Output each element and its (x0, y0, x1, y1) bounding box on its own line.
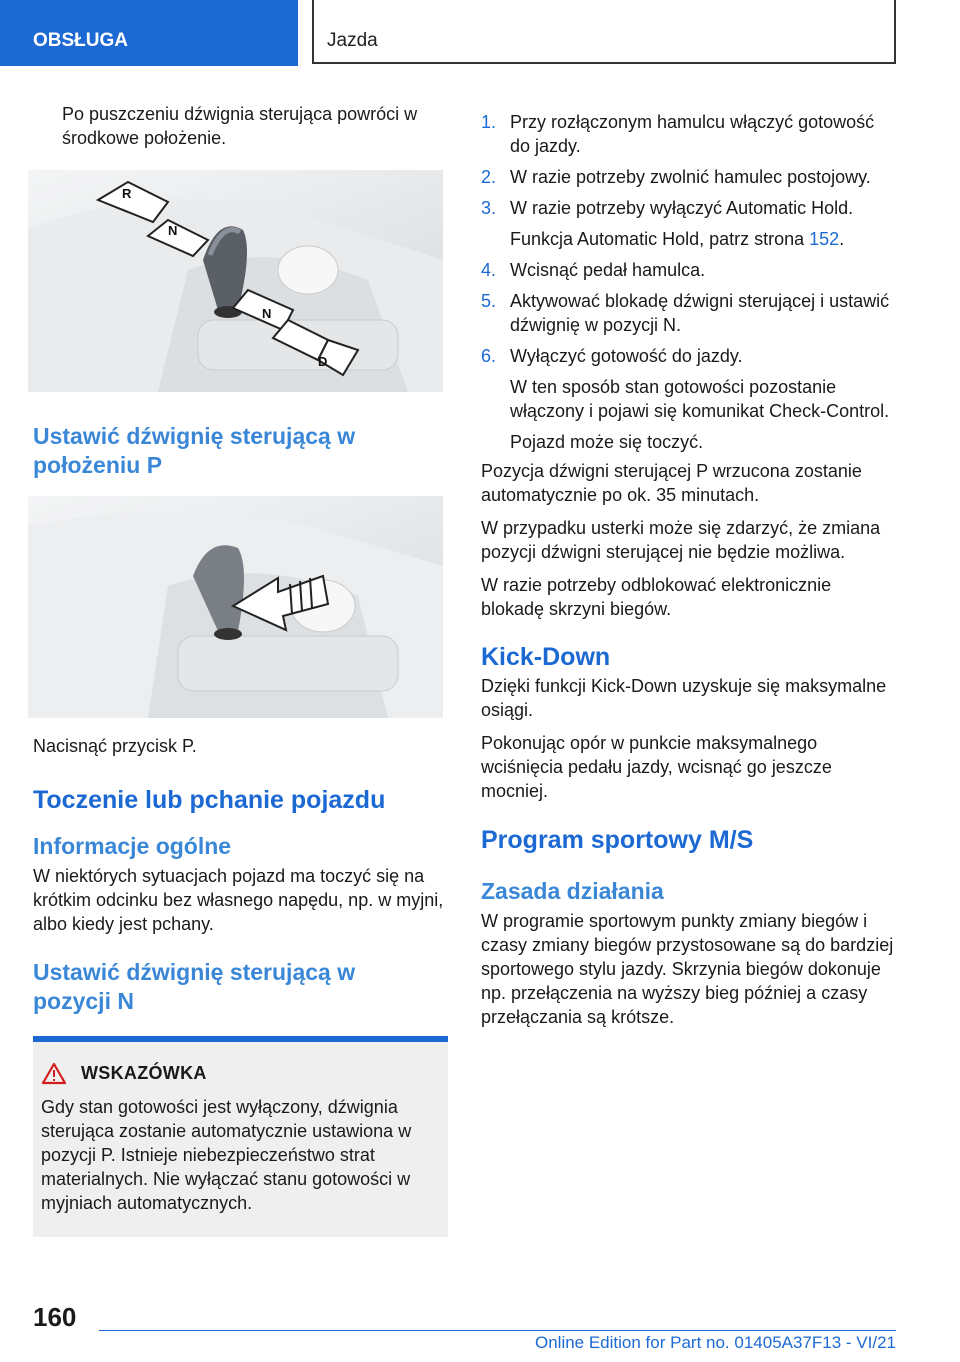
p-button-illustration (28, 496, 443, 718)
heading-general-info: Informacje ogólne (33, 833, 232, 859)
heading-rolling-pushing: Toczenie lub pchanie pojazdu (33, 786, 386, 814)
step-note (481, 227, 899, 251)
step-note (481, 430, 899, 454)
warning-box (33, 1036, 448, 1237)
gear-letter-d: D (318, 354, 328, 369)
gear-letter-n-lower: N (262, 306, 272, 321)
step-item (481, 110, 899, 158)
step-item (481, 196, 899, 220)
heading-kick-down: Kick-Down (481, 643, 611, 671)
step-item (481, 344, 899, 368)
warning-title: WSKAZÓWKA (81, 1063, 207, 1083)
step-note (481, 375, 899, 423)
heading-sport-program: Program sportowy M/S (481, 826, 754, 854)
step6-note2-text: Pojazd może się toczyć. (510, 432, 704, 452)
step-number: 4. (481, 260, 497, 280)
heading-principle: Zasada działania (481, 878, 664, 904)
footer-divider (99, 1330, 896, 1331)
step-text: Wyłączyć gotowość do jazdy. (510, 346, 743, 366)
unlock-text: W razie potrzeby odblokować elektronicznie blokadę skrzyni biegów. (481, 575, 832, 619)
step6-note1-text: W ten sposób stan gotowości pozostanie włączony i pojawi się komunikat Check-Control. (510, 377, 890, 421)
kick-down-text-1: Dzięki funkcji Kick-Down uzyskuje się maksymalne osiągi. (481, 676, 887, 720)
procedure-steps (481, 110, 899, 454)
step-text: Przy rozłączonym hamulcu włączyć gotowość do jazdy. (510, 112, 875, 156)
general-info-text: W niektórych sytuacjach pojazd ma toczyć się na krótkim odcinku bez własnego napędu, np. w myjni, albo kiedy jest pchany. (33, 866, 444, 934)
step-number: 5. (481, 291, 497, 311)
gear-selector-photo-n-d (28, 170, 443, 392)
gear-letter-n-upper: N (168, 223, 178, 238)
gear-letter-r: R (122, 186, 132, 201)
gear-selector-photo-p (28, 496, 443, 718)
page-number: 160 (33, 1302, 77, 1332)
step-text: Wcisnąć pedał hamulca. (510, 260, 706, 280)
left-column (33, 102, 448, 1237)
warning-text: Gdy stan gotowości jest wyłączony, dźwignia sterująca zostanie automatycznie ustawiona w pozycji P. Istnieje niebezpieczeństwo strat materialnych. Nie wyłączać stanu gotowości w myjniach automatycznych. (41, 1097, 412, 1213)
right-column (481, 110, 899, 1029)
step-item (481, 258, 899, 282)
page-reference-link[interactable]: 152 (809, 229, 840, 249)
step3-note-end: . (839, 229, 845, 249)
step-item (481, 289, 899, 337)
step-item (481, 165, 899, 189)
fault-text: W przypadku usterki może się zdarzyć, że zmiana pozycji dźwigni sterującej nie będzie możliwa. (481, 518, 881, 562)
step-number: 2. (481, 167, 497, 187)
step-text: Aktywować blokadę dźwigni sterującej i ustawić dźwignię w pozycji N. (510, 291, 890, 335)
step-text: W razie potrzeby wyłączyć Automatic Hold. (510, 198, 854, 218)
heading-set-n: Ustawić dźwignię sterującą w pozycji N (33, 959, 356, 1014)
gear-selector-illustration (28, 170, 443, 392)
step-number: 3. (481, 198, 497, 218)
intro-text: Po puszczeniu dźwignia sterująca powróci w środkowe położenie. (62, 104, 418, 148)
warning-triangle-icon (41, 1062, 67, 1085)
kick-down-text-2: Pokonując opór w punkcie maksymalnego wciśnięcia pedału jazdy, wcisnąć go jeszcze mocniej. (481, 733, 832, 801)
step3-note-text: Funkcja Automatic Hold, patrz strona (510, 229, 810, 249)
warning-header (41, 1062, 436, 1085)
step-number: 1. (481, 112, 497, 132)
section-tab[interactable]: OBSŁUGA (0, 0, 298, 66)
step-text: W razie potrzeby zwolnić hamulec postojowy. (510, 167, 871, 187)
edition-footer: Online Edition for Part no. 01405A37F13 - VI/21 (534, 1333, 896, 1352)
sport-program-text: W programie sportowym punkty zmiany biegów i czasy zmiany biegów przystosowane są do bardziej sportowego stylu jazdy. Skrzynia biegów dokonuje np. przełączenia na wyższy bieg później a czasy przełączania są krótsze. (481, 911, 894, 1027)
step-number: 6. (481, 346, 497, 366)
heading-set-p: Ustawić dźwignię sterującą w położeniu P (33, 423, 356, 478)
press-p-text: Nacisnąć przycisk P. (33, 736, 197, 756)
chapter-title: Jazda (312, 0, 896, 64)
auto-p-text: Pozycja dźwigni sterującej P wrzucona zostanie automatycznie po ok. 35 minutach. (481, 461, 862, 505)
